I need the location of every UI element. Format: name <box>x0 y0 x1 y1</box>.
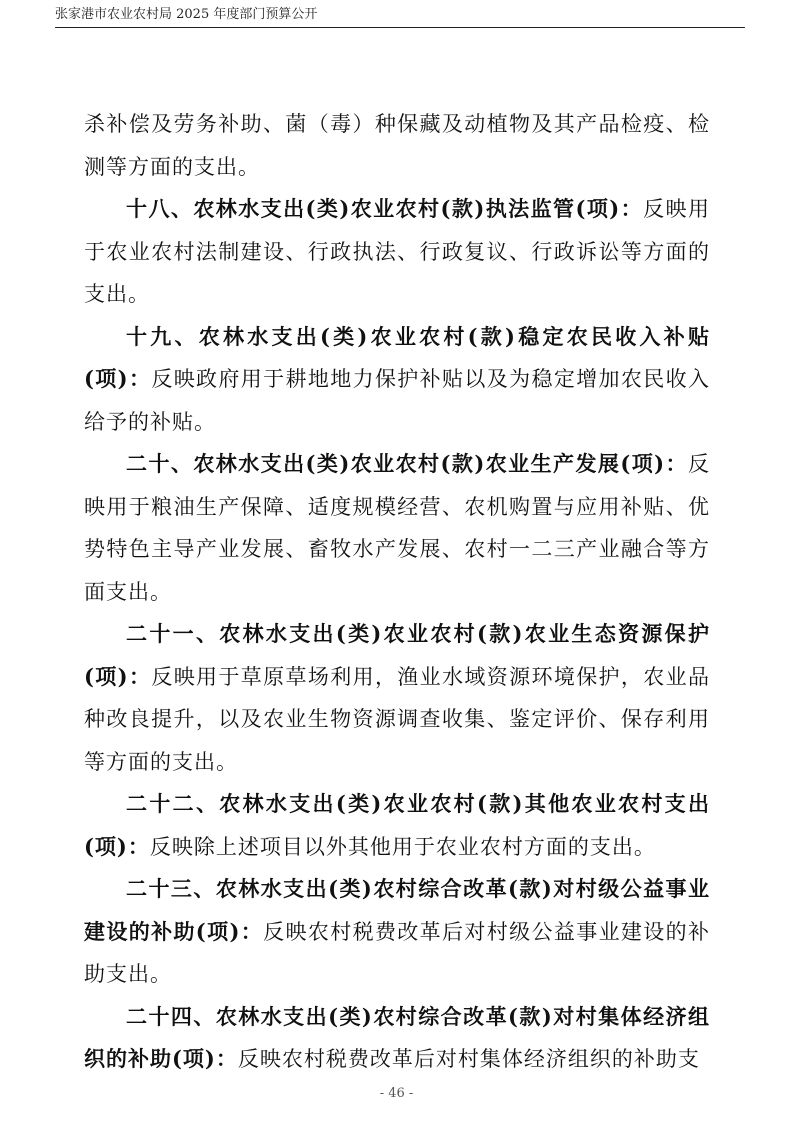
item-text: 反映除上述项目以外其他用于农业农村方面的支出。 <box>149 834 656 859</box>
item-text: 反映政府用于耕地地力保护补贴以及为稳定增加农民收入给予的补贴。 <box>84 367 711 434</box>
paragraph-item-21 <box>84 613 710 783</box>
paragraph-item-19 <box>84 316 710 444</box>
paragraph-continued <box>84 103 710 188</box>
paragraph-item-22 <box>84 783 710 868</box>
document-body <box>84 103 710 1081</box>
item-heading: 二十一、农林水支出(类)农业农村(款)农业生态资源保护(项)： <box>84 621 710 689</box>
paragraph-text: 杀补偿及劳务补助、菌（毒）种保藏及动植物及其产品检疫、检测等方面的支出。 <box>84 112 710 179</box>
paragraph-item-23 <box>84 868 710 996</box>
item-text: 反映用于农业农村法制建设、行政执法、行政复议、行政诉讼等方面的支出。 <box>84 197 710 306</box>
item-text: 反映农村税费改革后对村级公益事业建设的补助支出。 <box>84 919 711 986</box>
item-text: 反映用于草原草场利用，渔业水域资源环境保护，农业品种改良提升，以及农业生物资源调查收集、鉴定评价、保存利用等方面的支出。 <box>84 664 711 774</box>
page-header: 张家港市农业农村局 2025 年度部门预算公开 <box>55 7 318 22</box>
item-heading: 二十四、农林水支出(类)农村综合改革(款)对村集体经济组织的补助(项)： <box>84 1003 710 1071</box>
item-text: 反映农村税费改革后对村集体经济组织的补助支 <box>237 1047 700 1071</box>
item-heading: 十八、农林水支出(类)农业农村(款)执法监管(项)： <box>126 196 644 221</box>
paragraph-item-20 <box>84 443 710 613</box>
paragraph-item-24 <box>84 996 710 1081</box>
header-divider <box>55 27 745 28</box>
paragraph-item-18 <box>84 188 710 316</box>
page-number: - 46 - <box>379 1086 414 1101</box>
item-heading: 十九、农林水支出(类)农业农村(款)稳定农民收入补贴(项)： <box>84 323 710 391</box>
item-heading: 二十三、农林水支出(类)农村综合改革(款)对村级公益事业建设的补助(项)： <box>84 876 710 944</box>
item-heading: 二十二、农林水支出(类)农业农村(款)其他农业农村支出(项)： <box>84 791 710 859</box>
item-heading: 二十、农林水支出(类)农业农村(款)农业生产发展(项)： <box>126 451 688 476</box>
item-text: 反映用于粮油生产保障、适度规模经营、农机购置与应用补贴、优势特色主导产业发展、畜牧水产发展、农村一二三产业融合等方面支出。 <box>84 452 710 604</box>
